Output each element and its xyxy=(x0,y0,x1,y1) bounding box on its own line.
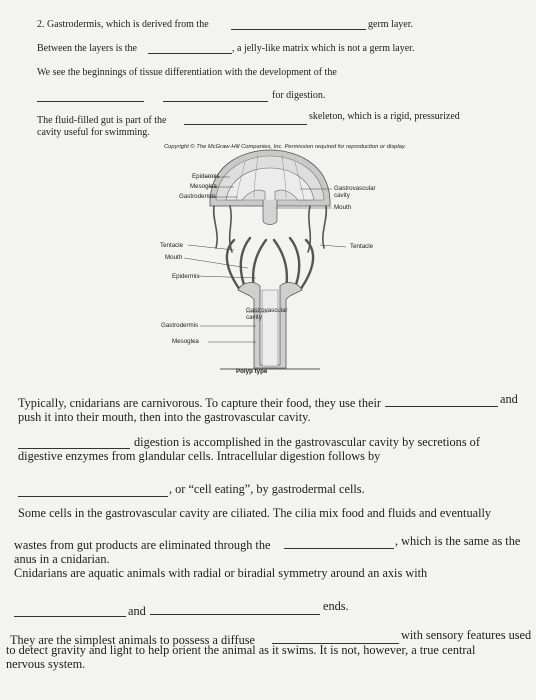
medusa-manubrium xyxy=(263,200,277,225)
p7-and: and xyxy=(128,604,146,618)
p4-text: Some cells in the gastrovascular cavity are ciliated. The cilia mix food and fluids and eventually xyxy=(18,506,492,520)
cell-eating-blank[interactable] xyxy=(18,496,168,497)
p3-text: , or “cell eating”, by gastrodermal cells. xyxy=(169,482,365,496)
p2-text: digestion is accomplished in the gastrovascular cavity by secretions of xyxy=(134,435,480,449)
polyp-label-cavity: cavity xyxy=(246,314,262,321)
axis-end-blank-2[interactable] xyxy=(150,614,320,615)
q2-line1-end: germ layer. xyxy=(368,19,413,30)
p7-ends: ends. xyxy=(323,599,349,613)
polyp-cavity xyxy=(262,290,278,366)
medusa-label-gastrodermis: Gastrodermis xyxy=(179,193,217,200)
layers-blank[interactable] xyxy=(148,53,232,54)
p8-text: They are the simplest animals to possess a diffuse xyxy=(10,633,255,647)
tissue-blank-1[interactable] xyxy=(37,101,144,102)
polyp-label-gastrovascular: Gastrovascular xyxy=(246,307,288,314)
q2-line5-end: skeleton, which is a rigid, pressurized xyxy=(309,111,460,122)
p1-and: and xyxy=(500,392,518,406)
capture-blank[interactable] xyxy=(385,406,498,407)
polyp-tentacles xyxy=(227,238,313,290)
p6-text: Cnidarians are aquatic animals with radial or biradial symmetry around an axis with xyxy=(14,566,428,580)
p5-text-2: , which is the same as the xyxy=(395,534,521,548)
medusa-label-mesoglea: Mesoglea xyxy=(190,183,217,190)
polyp-label-mouth: Mouth xyxy=(165,254,183,261)
q2-line4-text: for digestion. xyxy=(272,90,326,101)
medusa-label-gastrovascular: Gastrovascular xyxy=(334,185,376,192)
q2-line2-end: , a jelly-like matrix which is not a germ layer. xyxy=(232,43,415,54)
q2-line1-text: 2. Gastrodermis, which is derived from the xyxy=(37,19,209,30)
q2-line2-text: Between the layers is the xyxy=(37,43,137,54)
q2-line6-text: cavity useful for swimming. xyxy=(37,127,150,138)
tissue-blank-2[interactable] xyxy=(163,101,268,102)
medusa-label-epidermis: Epidermis xyxy=(192,173,220,180)
q2-line5-text: The fluid-filled gut is part of the xyxy=(37,115,167,126)
polyp-title: Polyp type xyxy=(236,368,268,375)
p8-text-2: with sensory features used xyxy=(401,628,532,642)
waste-opening-blank[interactable] xyxy=(284,548,394,549)
medusa-label-mouth: Mouth xyxy=(334,204,352,211)
p8-text-3: to detect gravity and light to help orient the animal as it swims. It is not, however, a true central xyxy=(6,643,476,657)
germ-layer-blank[interactable] xyxy=(231,29,366,30)
p5-text-3: anus in a cnidarian. xyxy=(14,552,110,566)
p5-text: wastes from gut products are eliminated through the xyxy=(14,538,271,552)
polyp-label-mesoglea: Mesoglea xyxy=(172,338,199,345)
p1-text-2: push it into their mouth, then into the gastrovascular cavity. xyxy=(18,410,311,424)
polyp-label-gastrodermis: Gastrodermis xyxy=(161,322,199,329)
p2-text-2: digestive enzymes from glandular cells. Intracellular digestion follows by xyxy=(18,449,381,463)
p1-text: Typically, cnidarians are carnivorous. To capture their food, they use their xyxy=(18,396,381,410)
polyp-label-epidermis: Epidermis xyxy=(172,273,200,280)
medusa-label-tentacle: Tentacle xyxy=(350,243,374,250)
axis-end-blank-1[interactable] xyxy=(14,616,126,617)
p8-text-4: nervous system. xyxy=(6,657,86,671)
q2-line3-text: We see the beginnings of tissue differentiation with the development of the xyxy=(37,67,337,78)
polyp-label-tentacle: Tentacle xyxy=(160,242,184,249)
figure-copyright: Copyright © The McGraw-Hill Companies, Inc. Permission required for reproduction or display. xyxy=(164,144,406,150)
skeleton-blank[interactable] xyxy=(184,124,307,125)
medusa-label-cavity: cavity xyxy=(334,192,350,199)
